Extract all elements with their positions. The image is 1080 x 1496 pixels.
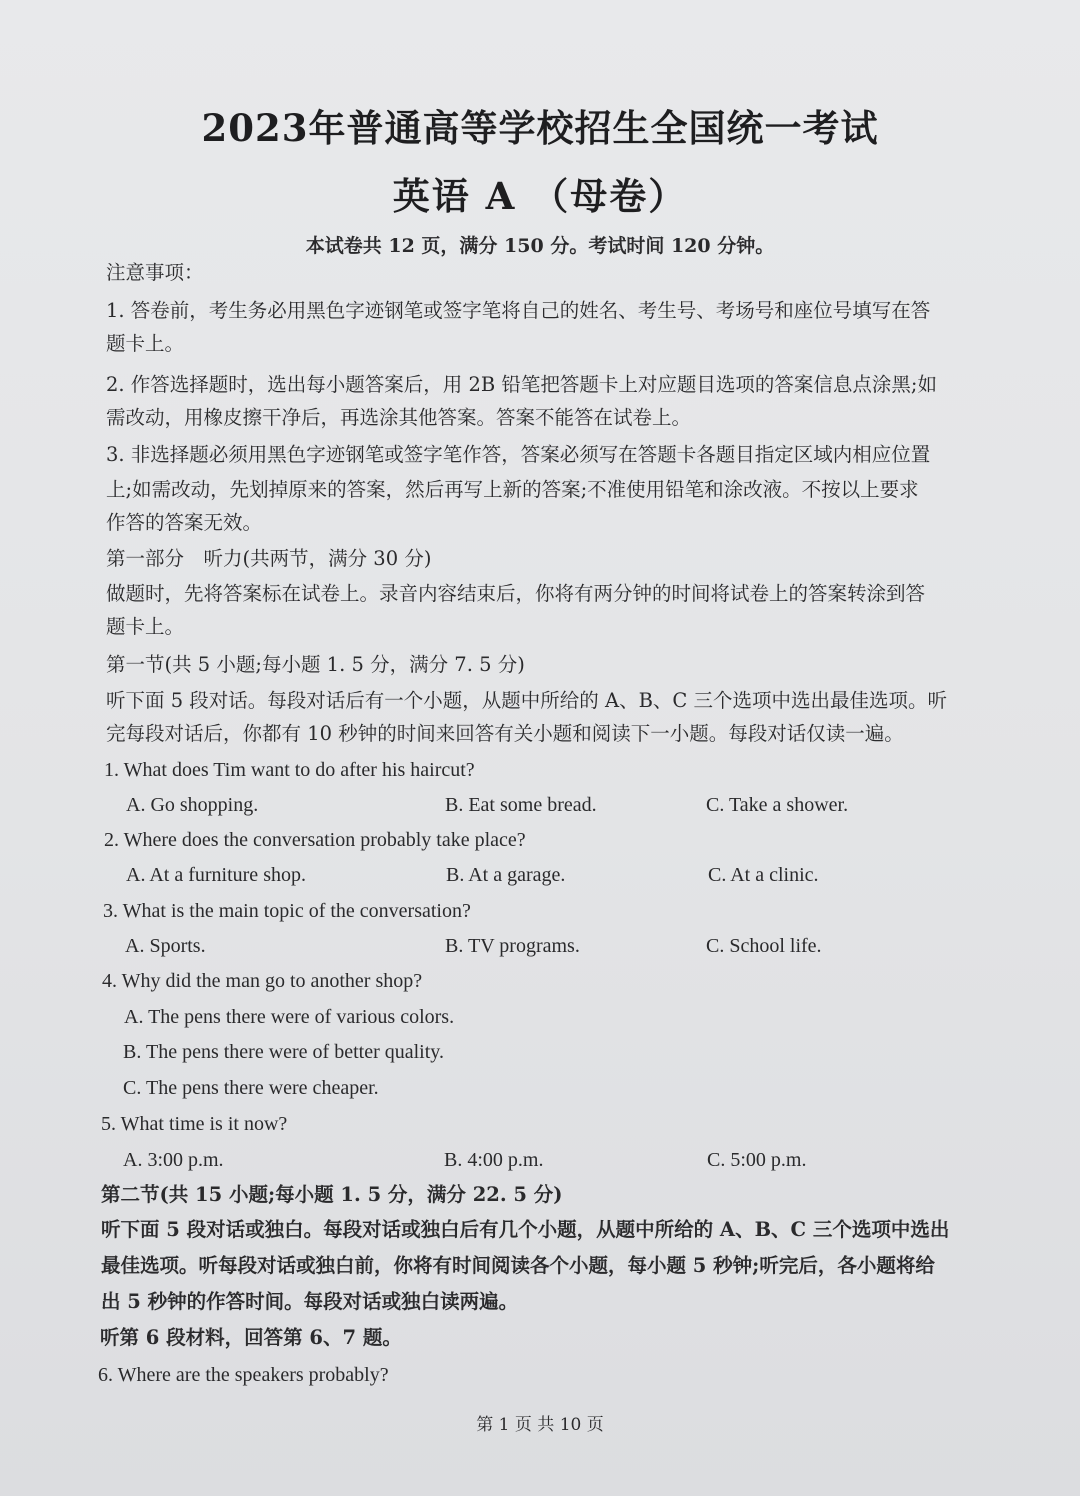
option-3b: B. TV programs.: [445, 935, 580, 957]
option-2b: B. At a garage.: [446, 864, 566, 886]
notice-line: 3. 非选择题必须用黑色字迹钢笔或签字笔作答，答案必须写在答题卡各题目指定区域内相应位置: [106, 443, 931, 466]
question-6: 6. Where are the speakers probably?: [98, 1364, 389, 1386]
notice-line: 1. 答卷前，考生务必用黑色字迹钢笔或签字笔将自己的姓名、考生号、考场号和座位号填写在答: [106, 299, 931, 322]
notice-heading: 注意事项：: [106, 261, 204, 284]
section2-instruction: 最佳选项。听每段对话或独白前，你将有时间阅读各个小题，每小题 5 秒钟;听完后，各小题将给: [101, 1254, 935, 1277]
section2-instruction: 出 5 秒钟的作答时间。每段对话或独白读两遍。: [101, 1290, 519, 1313]
notice-line: 作答的答案无效。: [106, 511, 263, 534]
material-6-heading: 听第 6 段材料，回答第 6、7 题。: [100, 1326, 402, 1349]
option-4c: C. The pens there were cheaper.: [123, 1077, 379, 1099]
notice-line: 题卡上。: [106, 332, 185, 355]
question-5: 5. What time is it now?: [101, 1113, 288, 1135]
option-5c: C. 5:00 p.m.: [707, 1149, 807, 1171]
question-2: 2. Where does the conversation probably take place?: [104, 829, 526, 851]
option-2a: A. At a furniture shop.: [126, 864, 306, 886]
section1-heading: 第一节(共 5 小题;每小题 1. 5 分，满分 7. 5 分): [106, 653, 525, 676]
part1-instruction: 做题时，先将答案标在试卷上。录音内容结束后，你将有两分钟的时间将试卷上的答案转涂到答: [106, 582, 926, 605]
option-1b: B. Eat some bread.: [445, 794, 597, 816]
section1-instruction: 完每段对话后，你都有 10 秒钟的时间来回答有关小题和阅读下一小题。每段对话仅读一遍。: [106, 722, 904, 745]
option-4a: A. The pens there were of various colors.: [124, 1006, 455, 1028]
notice-line: 上;如需改动，先划掉原来的答案，然后再写上新的答案;不准使用铅笔和涂改液。不按以上要求: [106, 478, 919, 501]
exam-subtitle: 英语 A （母卷）: [392, 174, 688, 218]
option-5a: A. 3:00 p.m.: [123, 1149, 224, 1171]
question-3: 3. What is the main topic of the conversation?: [103, 900, 471, 922]
option-2c: C. At a clinic.: [708, 864, 819, 886]
page-footer: 第 1 页 共 10 页: [476, 1415, 604, 1435]
option-5b: B. 4:00 p.m.: [444, 1149, 544, 1171]
section2-heading: 第二节(共 15 小题;每小题 1. 5 分，满分 22. 5 分): [101, 1183, 563, 1206]
option-3c: C. School life.: [706, 935, 822, 957]
part1-heading: 第一部分 听力(共两节，满分 30 分): [106, 547, 432, 570]
question-4: 4. Why did the man go to another shop?: [102, 970, 423, 992]
exam-title: 2023年普通高等学校招生全国统一考试: [201, 106, 879, 150]
notice-line: 需改动，用橡皮擦干净后，再选涂其他答案。答案不能答在试卷上。: [106, 406, 692, 429]
option-1a: A. Go shopping.: [126, 794, 259, 816]
option-3a: A. Sports.: [125, 935, 206, 957]
section2-instruction: 听下面 5 段对话或独白。每段对话或独白后有几个小题，从题中所给的 A、B、C 三个选项中选出: [101, 1218, 950, 1241]
exam-info: 本试卷共 12 页，满分 150 分。考试时间 120 分钟。: [305, 235, 775, 257]
part1-instruction: 题卡上。: [106, 615, 185, 638]
option-4b: B. The pens there were of better quality.: [123, 1041, 444, 1063]
notice-line: 2. 作答选择题时，选出每小题答案后，用 2B 铅笔把答题卡上对应题目选项的答案信息点涂黑;如: [106, 373, 938, 396]
option-1c: C. Take a shower.: [706, 794, 849, 816]
question-1: 1. What does Tim want to do after his haircut?: [104, 759, 475, 781]
section1-instruction: 听下面 5 段对话。每段对话后有一个小题，从题中所给的 A、B、C 三个选项中选出最佳选项。听: [106, 689, 948, 712]
